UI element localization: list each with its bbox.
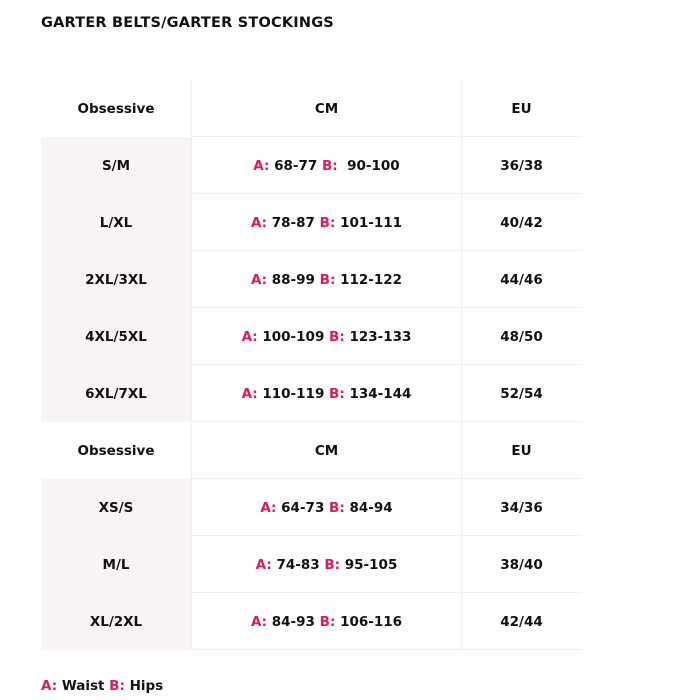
page-title: GARTER BELTS/GARTER STOCKINGS bbox=[41, 15, 334, 31]
cm-cell bbox=[191, 137, 461, 194]
hips-value: 84-94 bbox=[349, 499, 393, 516]
table-header-row bbox=[41, 422, 581, 479]
hips-value: 134-144 bbox=[349, 385, 412, 402]
hips-value: 95-105 bbox=[344, 556, 398, 573]
eu-cell: 48/50 bbox=[461, 308, 581, 365]
waist-label: A: bbox=[255, 556, 272, 573]
eu-cell: 36/38 bbox=[461, 137, 581, 194]
size-cell: S/M bbox=[41, 137, 191, 194]
hips-value: 90-100 bbox=[347, 157, 400, 174]
hips-value: 101-111 bbox=[340, 214, 403, 231]
size-cell: M/L bbox=[41, 536, 191, 593]
cm-cell bbox=[191, 479, 461, 536]
cm-cell bbox=[191, 251, 461, 308]
size-table-section-2 bbox=[41, 422, 581, 650]
waist-label: A: bbox=[253, 157, 270, 174]
waist-value: 68-77 bbox=[274, 157, 318, 174]
hips-value: 123-133 bbox=[349, 328, 412, 345]
cm-cell bbox=[191, 593, 461, 650]
table-row bbox=[41, 536, 581, 593]
column-header-brand: Obsessive bbox=[77, 100, 155, 117]
waist-label: A: bbox=[241, 328, 258, 345]
legend-waist-text: Waist bbox=[61, 678, 105, 694]
table-row bbox=[41, 365, 581, 422]
eu-cell: 34/36 bbox=[461, 479, 581, 536]
legend-waist-label: A: bbox=[41, 678, 58, 694]
column-header-eu: EU bbox=[461, 80, 581, 137]
waist-value: 64-73 bbox=[281, 499, 325, 516]
eu-cell: 52/54 bbox=[461, 365, 581, 422]
size-table-section-1 bbox=[41, 80, 581, 422]
eu-cell: 38/40 bbox=[461, 536, 581, 593]
column-header-cm: CM bbox=[191, 422, 461, 479]
table-row bbox=[41, 308, 581, 365]
cm-cell bbox=[191, 536, 461, 593]
cm-cell bbox=[191, 194, 461, 251]
waist-value: 74-83 bbox=[276, 556, 320, 573]
hips-label: B: bbox=[329, 499, 345, 516]
waist-label: A: bbox=[250, 214, 268, 231]
legend-hips-text: Hips bbox=[129, 678, 164, 694]
waist-value: 78-87 bbox=[271, 214, 315, 231]
eu-cell: 40/42 bbox=[461, 194, 581, 251]
size-cell: XS/S bbox=[41, 479, 191, 536]
cm-cell bbox=[191, 365, 461, 422]
eu-cell: 42/44 bbox=[461, 593, 581, 650]
table-row bbox=[41, 593, 581, 650]
hips-value: 112-122 bbox=[340, 271, 403, 288]
size-chart-table bbox=[41, 80, 581, 650]
hips-label: B: bbox=[324, 556, 341, 573]
waist-value: 110-119 bbox=[262, 385, 325, 402]
hips-label: B: bbox=[329, 328, 345, 345]
table-row bbox=[41, 479, 581, 536]
hips-label: B: bbox=[322, 157, 338, 174]
waist-label: A: bbox=[260, 499, 277, 516]
size-cell: L/XL bbox=[41, 194, 191, 251]
table-header-row bbox=[41, 80, 581, 137]
measurement-legend bbox=[41, 678, 163, 694]
size-cell: 2XL/3XL bbox=[41, 251, 191, 308]
hips-label: B: bbox=[319, 271, 336, 288]
table-row bbox=[41, 251, 581, 308]
column-header-cm: CM bbox=[191, 80, 461, 137]
waist-label: A: bbox=[241, 385, 258, 402]
waist-label: A: bbox=[250, 613, 268, 630]
hips-label: B: bbox=[329, 385, 345, 402]
waist-value: 88-99 bbox=[271, 271, 315, 288]
size-cell: XL/2XL bbox=[41, 593, 191, 650]
waist-value: 84-93 bbox=[271, 613, 315, 630]
hips-label: B: bbox=[319, 214, 336, 231]
hips-label: B: bbox=[319, 613, 336, 630]
size-cell: 4XL/5XL bbox=[41, 308, 191, 365]
size-cell: 6XL/7XL bbox=[41, 365, 191, 422]
column-header-eu: EU bbox=[461, 422, 581, 479]
cm-cell bbox=[191, 308, 461, 365]
table-row bbox=[41, 194, 581, 251]
waist-value: 100-109 bbox=[262, 328, 325, 345]
waist-label: A: bbox=[250, 271, 268, 288]
table-row bbox=[41, 137, 581, 194]
legend-hips-label: B: bbox=[109, 678, 125, 694]
eu-cell: 44/46 bbox=[461, 251, 581, 308]
hips-value: 106-116 bbox=[340, 613, 403, 630]
column-header-brand: Obsessive bbox=[77, 442, 155, 459]
